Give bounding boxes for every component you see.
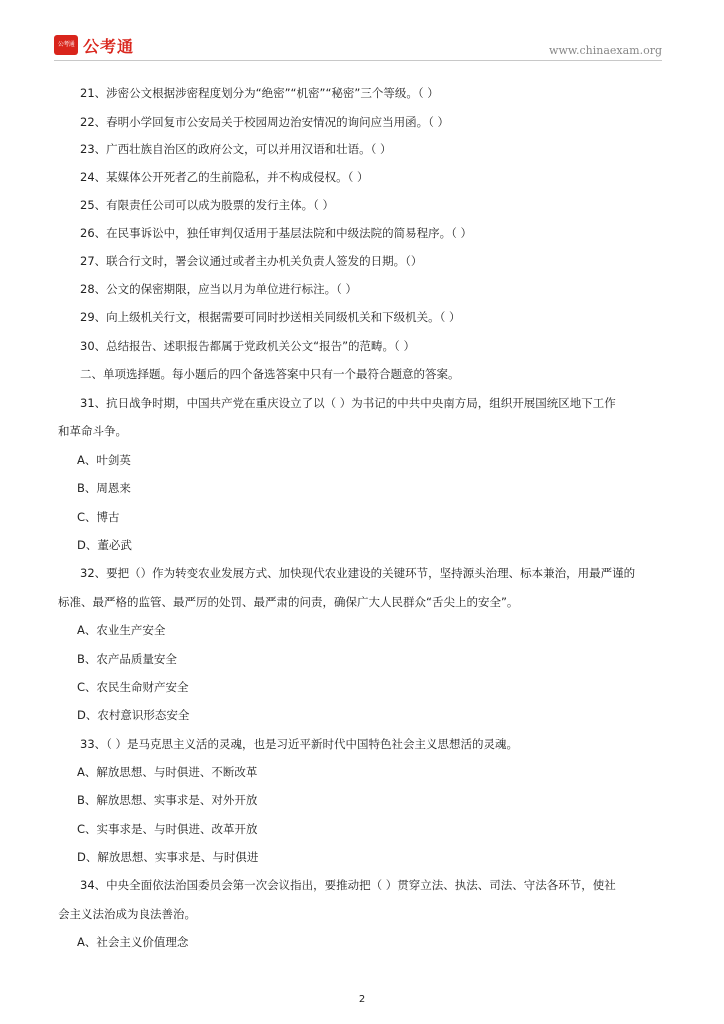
question-34-continued: 会主义法治成为良法善治。	[58, 907, 196, 921]
question-31: 31、抗日战争时期，中国共产党在重庆设立了以（ ）为书记的中共中央南方局，组织开展国统区地下工作	[80, 396, 616, 410]
section-heading-single-choice: 二、单项选择题。每小题后的四个备选答案中只有一个最符合题意的答案。	[80, 367, 460, 381]
question-31-continued: 和革命斗争。	[58, 424, 127, 438]
q31-option-d: D、董必武	[77, 538, 132, 552]
q32-option-d: D、农村意识形态安全	[77, 708, 190, 722]
question-34: 34、中央全面依法治国委员会第一次会议指出，要推动把（ ）贯穿立法、执法、司法、守法各环节，使社	[80, 878, 616, 892]
q32-option-c: C、农民生命财产安全	[77, 680, 189, 694]
page-number: 2	[358, 994, 366, 1005]
q33-option-a: A、解放思想、与时俱进、不断改革	[77, 765, 258, 779]
question-22: 22、春明小学回复市公安局关于校园周边治安情况的询问应当用函。（ ）	[80, 115, 450, 129]
question-24: 24、某媒体公开死者乙的生前隐私，并不构成侵权。（ ）	[80, 170, 369, 184]
q33-option-d: D、解放思想、实事求是、与时俱进	[77, 850, 259, 864]
question-30: 30、总结报告、述职报告都属于党政机关公文“报告”的范畴。（ ）	[80, 339, 415, 353]
page-header	[0, 0, 724, 62]
question-23: 23、广西壮族自治区的政府公文，可以并用汉语和壮语。（ ）	[80, 142, 392, 156]
question-25: 25、有限责任公司可以成为股票的发行主体。（ ）	[80, 198, 335, 212]
question-32: 32、要把（）作为转变农业发展方式、加快现代农业建设的关键环节，坚持源头治理、标本兼治，用最严谨的	[80, 566, 636, 580]
gongkaotong-logo	[54, 34, 134, 56]
q33-option-b: B、解放思想、实事求是、对外开放	[77, 793, 258, 807]
question-29: 29、向上级机关行文，根据需要可同时抄送相关同级机关和下级机关。（ ）	[80, 310, 461, 324]
q33-option-c: C、实事求是、与时俱进、改革开放	[77, 822, 258, 836]
question-26: 26、在民事诉讼中，独任审判仅适用于基层法院和中级法院的简易程序。（ ）	[80, 226, 473, 240]
q31-option-c: C、博古	[77, 510, 120, 524]
q31-option-a: A、叶剑英	[77, 453, 131, 467]
question-32-continued: 标准、最严格的监管、最严厉的处罚、最严肃的问责，确保广大人民群众“舌尖上的安全”。	[58, 595, 519, 609]
logo-badge-icon: 公考通	[54, 35, 78, 55]
question-27: 27、联合行文时，署会议通过或者主办机关负责人签发的日期。（）	[80, 254, 423, 268]
site-url: www.chinaexam.org	[549, 44, 662, 57]
question-33: 33、（ ）是马克思主义活的灵魂，也是习近平新时代中国特色社会主义思想活的灵魂。	[80, 737, 519, 751]
question-28: 28、公文的保密期限，应当以月为单位进行标注。（ ）	[80, 282, 358, 296]
q32-option-a: A、农业生产安全	[77, 623, 166, 637]
q32-option-b: B、农产品质量安全	[77, 652, 177, 666]
q34-option-a: A、社会主义价值理念	[77, 935, 189, 949]
logo-text: 公考通	[83, 36, 135, 56]
header-divider	[54, 60, 662, 61]
question-21: 21、涉密公文根据涉密程度划分为“绝密”“机密”“秘密”三个等级。（ ）	[80, 86, 439, 100]
q31-option-b: B、周恩来	[77, 481, 131, 495]
